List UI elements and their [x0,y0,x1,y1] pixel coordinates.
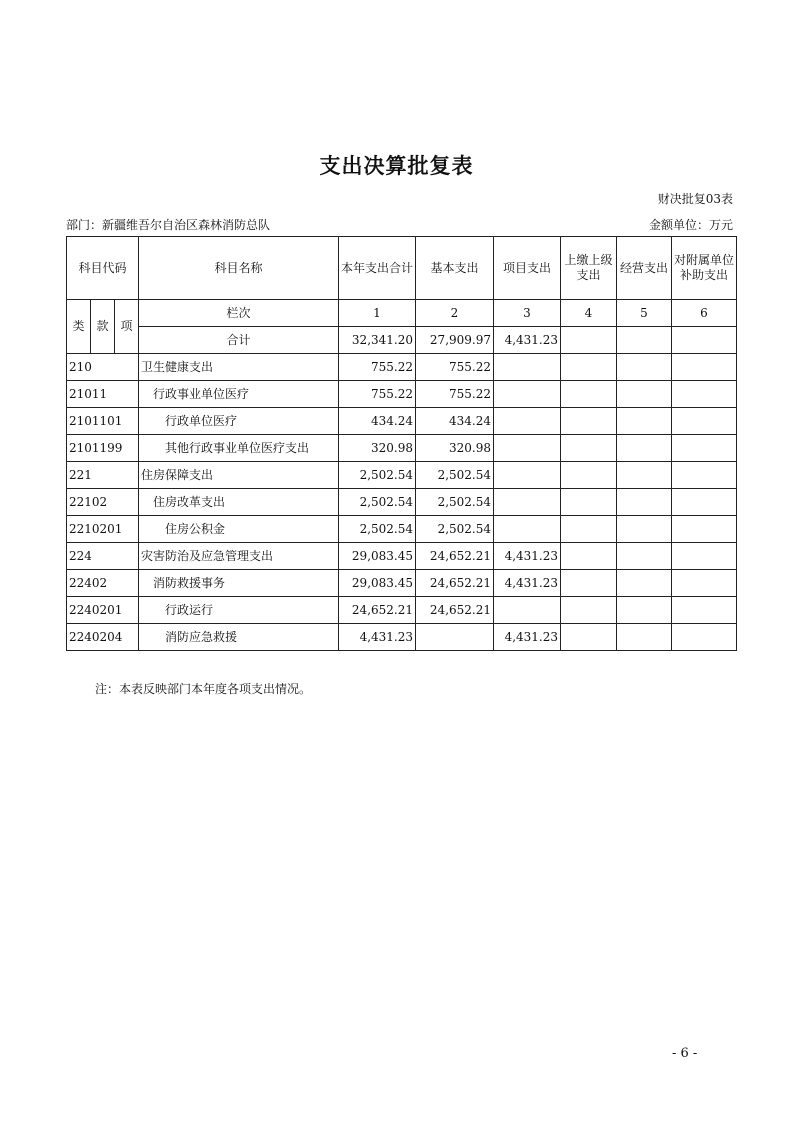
business-cell [617,435,672,462]
header-basic: 基本支出 [416,237,494,300]
name-cell: 灾害防治及应急管理支出 [139,543,339,570]
header-upper: 上缴上级支出 [561,237,617,300]
name-cell: 住房公积金 [139,516,339,543]
column-number: 5 [617,300,672,327]
project-cell: 4,431.23 [494,624,561,651]
basic-cell: 2,502.54 [416,462,494,489]
name-cell: 行政事业单位医疗 [139,381,339,408]
subsidy-cell [672,543,737,570]
subsidy-cell [672,435,737,462]
code-cell: 2101199 [67,435,139,462]
amount-unit-label: 金额单位：万元 [648,218,733,232]
table-row [67,543,737,570]
subsidy-cell [672,624,737,651]
upper-cell [561,597,617,624]
name-cell: 其他行政事业单位医疗支出 [139,435,339,462]
project-cell [494,408,561,435]
table-row [67,354,737,381]
upper-cell [561,381,617,408]
basic-cell: 24,652.21 [416,570,494,597]
header-code: 科目代码 [67,237,139,300]
project-cell [494,381,561,408]
header-project: 项目支出 [494,237,561,300]
header-lei: 类 [67,300,91,354]
name-cell: 行政运行 [139,597,339,624]
upper-cell [561,462,617,489]
subsidy-cell [672,489,737,516]
total-cell: 4,431.23 [339,624,416,651]
upper-cell [561,327,617,354]
column-number-row [67,300,737,327]
total-cell: 320.98 [339,435,416,462]
upper-cell [561,570,617,597]
code-cell: 224 [67,543,139,570]
subsidy-cell [672,597,737,624]
table-row [67,597,737,624]
basic-cell: 755.22 [416,354,494,381]
basic-cell: 755.22 [416,381,494,408]
total-label: 合计 [139,327,339,354]
business-cell [617,597,672,624]
business-cell [617,381,672,408]
upper-cell [561,516,617,543]
basic-cell [416,624,494,651]
project-cell [494,489,561,516]
name-cell: 住房改革支出 [139,489,339,516]
upper-cell [561,543,617,570]
upper-cell [561,435,617,462]
table-row [67,462,737,489]
business-cell [617,543,672,570]
column-number: 3 [494,300,561,327]
table-note: 注：本表反映部门本年度各项支出情况。 [95,682,312,696]
basic-cell: 320.98 [416,435,494,462]
expenditure-table [66,236,737,651]
table-row [67,570,737,597]
column-number: 2 [416,300,494,327]
business-cell [617,624,672,651]
total-cell: 2,502.54 [339,489,416,516]
header-total: 本年支出合计 [339,237,416,300]
code-cell: 2240204 [67,624,139,651]
total-cell: 434.24 [339,408,416,435]
total-cell: 29,083.45 [339,543,416,570]
subsidy-cell [672,381,737,408]
subsidy-cell [672,570,737,597]
code-cell: 210 [67,354,139,381]
project-cell [494,462,561,489]
column-number: 6 [672,300,737,327]
table-row [67,435,737,462]
total-cell: 24,652.21 [339,597,416,624]
project-cell [494,435,561,462]
table-row [67,381,737,408]
total-cell: 755.22 [339,381,416,408]
upper-cell [561,354,617,381]
basic-cell: 24,652.21 [416,543,494,570]
project-cell: 4,431.23 [494,570,561,597]
code-cell: 2210201 [67,516,139,543]
table-row [67,624,737,651]
page-title: 支出决算批复表 [319,153,474,178]
subsidy-cell [672,354,737,381]
basic-cell: 27,909.97 [416,327,494,354]
total-cell: 32,341.20 [339,327,416,354]
business-cell [617,408,672,435]
code-cell: 22402 [67,570,139,597]
basic-cell: 2,502.54 [416,516,494,543]
total-cell: 2,502.54 [339,462,416,489]
business-cell [617,327,672,354]
project-cell [494,597,561,624]
total-row [67,327,737,354]
code-cell: 2240201 [67,597,139,624]
name-cell: 消防应急救援 [139,624,339,651]
business-cell [617,489,672,516]
form-number: 财决批复03表 [657,192,733,206]
name-cell: 消防救援事务 [139,570,339,597]
business-cell [617,516,672,543]
table-row [67,489,737,516]
project-cell [494,354,561,381]
table-row [67,408,737,435]
project-cell: 4,431.23 [494,543,561,570]
name-cell: 住房保障支出 [139,462,339,489]
name-cell: 行政单位医疗 [139,408,339,435]
upper-cell [561,624,617,651]
code-cell: 2101101 [67,408,139,435]
code-cell: 21011 [67,381,139,408]
total-cell: 29,083.45 [339,570,416,597]
basic-cell: 24,652.21 [416,597,494,624]
header-kuan: 款 [91,300,115,354]
upper-cell [561,489,617,516]
subsidy-cell [672,408,737,435]
code-cell: 22102 [67,489,139,516]
header-xiang: 项 [115,300,139,354]
column-number-label: 栏次 [139,300,339,327]
name-cell: 卫生健康支出 [139,354,339,381]
upper-cell [561,408,617,435]
header-row [67,237,737,300]
project-cell: 4,431.23 [494,327,561,354]
business-cell [617,570,672,597]
page-number: - 6 - [672,1046,698,1061]
department-label: 部门：新疆维吾尔自治区森林消防总队 [66,218,271,232]
header-business: 经营支出 [617,237,672,300]
table-row [67,516,737,543]
subsidy-cell [672,327,737,354]
header-subsidy: 对附属单位补助支出 [672,237,737,300]
business-cell [617,462,672,489]
total-cell: 2,502.54 [339,516,416,543]
header-name: 科目名称 [139,237,339,300]
project-cell [494,516,561,543]
subsidy-cell [672,462,737,489]
subsidy-cell [672,516,737,543]
total-cell: 755.22 [339,354,416,381]
basic-cell: 2,502.54 [416,489,494,516]
basic-cell: 434.24 [416,408,494,435]
column-number: 4 [561,300,617,327]
column-number: 1 [339,300,416,327]
business-cell [617,354,672,381]
code-cell: 221 [67,462,139,489]
